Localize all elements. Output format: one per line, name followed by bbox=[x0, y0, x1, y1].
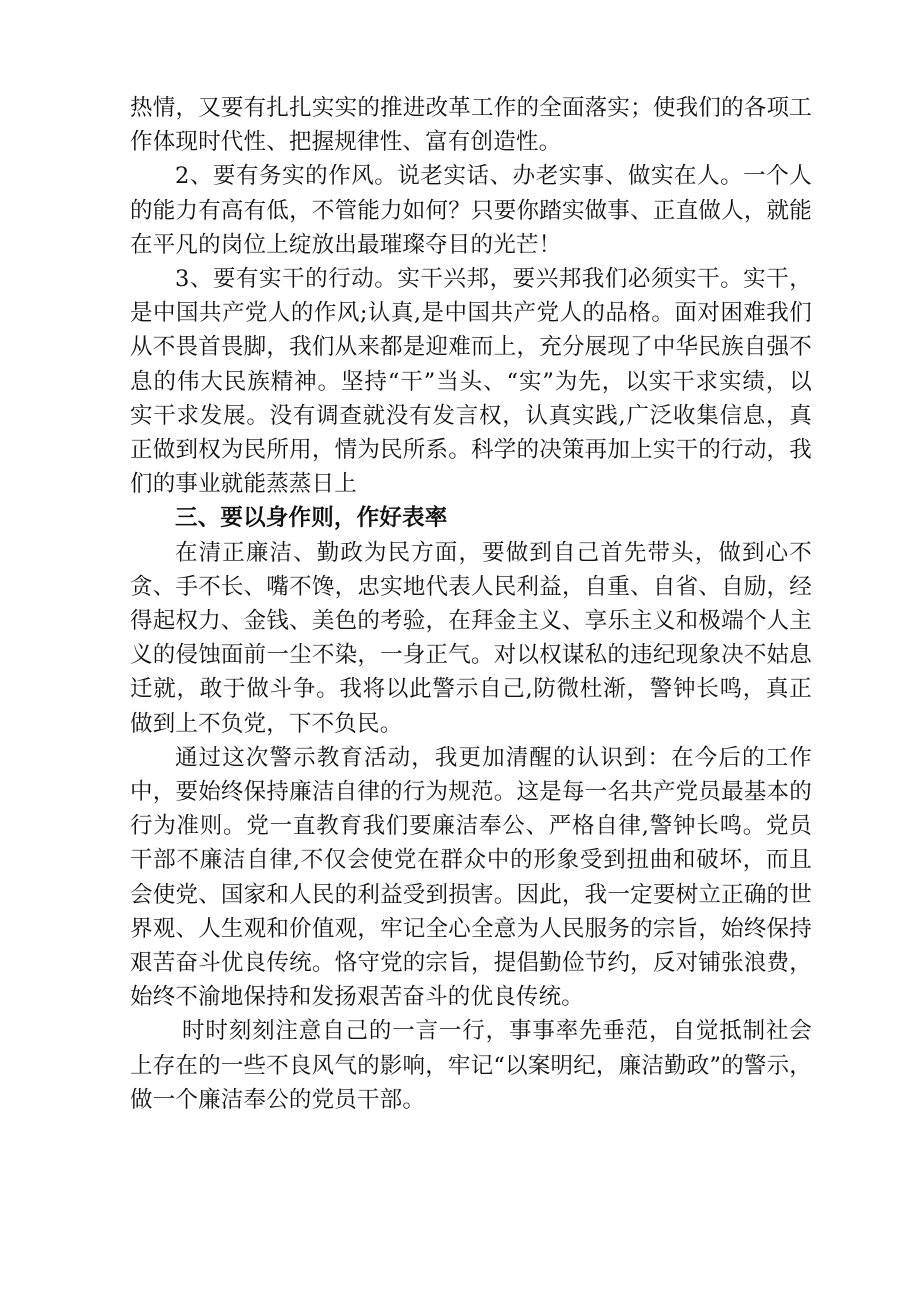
paragraph-integrity: 在清正廉洁、勤政为民方面，要做到自己首先带头，做到心不贪、手不长、嘴不馋，忠实地代表人民利益，自重、自省、自励，经得起权力、金钱、美色的考验，在拜金主义、享乐主义和极端个人主义的侵蚀面前一尘不染，一身正气。对以权谋私的违纪现象决不姑息迁就，敢于做斗争。我将以此警示自己,防微杜渐，警钟长鸣，真正做到上不负党，下不负民。 bbox=[130, 539, 812, 737]
paragraph-continuation: 热情，又要有扎扎实实的推进改革工作的全面落实；使我们的各项工作体现时代性、把握规律性、富有创造性。 bbox=[130, 95, 812, 156]
paragraph-conclusion: 时时刻刻注意自己的一言一行，事事率先垂范，自觉抵制社会上存在的一些不良风气的影响，牢记“以案明纪，廉洁勤政”的警示，做一个廉洁奉公的党员干部。 bbox=[130, 1018, 812, 1113]
paragraph-education: 通过这次警示教育活动，我更加清醒的认识到：在今后的工作中，要始终保持廉洁自律的行为规范。这是每一名共产党员最基本的行为准则。党一直教育我们要廉洁奉公、严格自律,警钟长鸣。党员干部不廉洁自律,不仅会使党在群众中的形象受到扭曲和破坏，而且会使党、国家和人民的利益受到损害。因此，我一定要树立正确的世界观、人生观和价值观，牢记全心全意为人民服务的宗旨，始终保持艰苦奋斗优良传统。恪守党的宗旨，提倡勤俭节约，反对铺张浪费，始终不渝地保持和发扬艰苦奋斗的优良传统。 bbox=[130, 744, 812, 1011]
section-heading: 三、要以身作则，作好表率 bbox=[175, 505, 448, 532]
document-page bbox=[130, 91, 812, 1117]
paragraph-point-3: 3、要有实干的行动。实干兴邦，要兴邦我们必须实干。实干，是中国共产党人的作风;认真,是中国共产党人的品格。面对困难我们从不畏首畏脚，我们从来都是迎难而上，充分展现了中华民族自强不息的伟大民族精神。坚持“干”当头、“实”为先，以实干求实绩，以实干求发展。没有调查就没有发言权，认真实践,广泛收集信息，真正做到权为民所用，情为民所系。科学的决策再加上实干的行动，我们的事业就能蒸蒸日上 bbox=[130, 266, 812, 498]
paragraph-point-2: 2、要有务实的作风。说老实话、办老实事、做实在人。一个人的能力有高有低，不管能力如何？只要你踏实做事、正直做人，就能在平凡的岗位上绽放出最璀璨夺目的光芒！ bbox=[130, 163, 812, 258]
